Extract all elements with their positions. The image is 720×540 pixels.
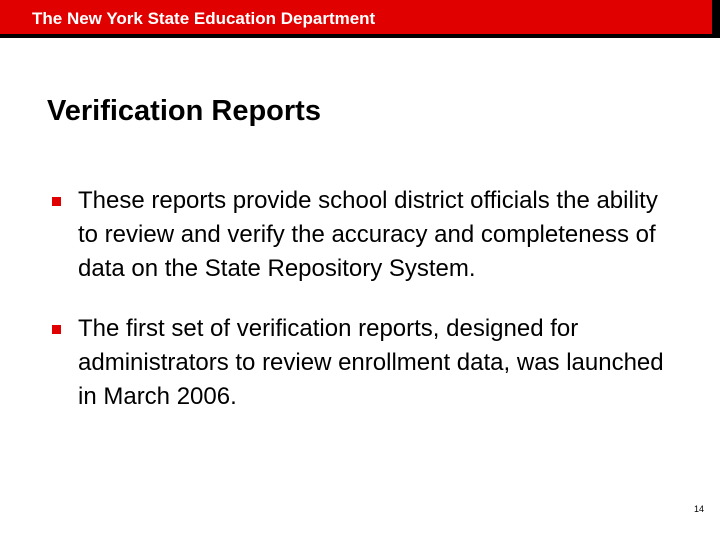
header-banner [0, 0, 720, 38]
bullet-list [52, 184, 682, 440]
slide-title: Verification Reports [47, 95, 321, 127]
bullet-item [52, 184, 682, 286]
bullet-text: These reports provide school district officials the ability to review and verify the accuracy and completeness of data on the State Repository System. [78, 187, 658, 282]
square-bullet-icon [52, 325, 61, 334]
bullet-text: The first set of verification reports, designed for administrators to review enrollment data, was launched in March 2006. [78, 315, 664, 410]
bullet-item [52, 312, 682, 414]
organization-title: The New York State Education Department [32, 9, 376, 28]
page-number: 14 [693, 504, 704, 514]
square-bullet-icon [52, 197, 61, 206]
header-bar [0, 0, 720, 38]
